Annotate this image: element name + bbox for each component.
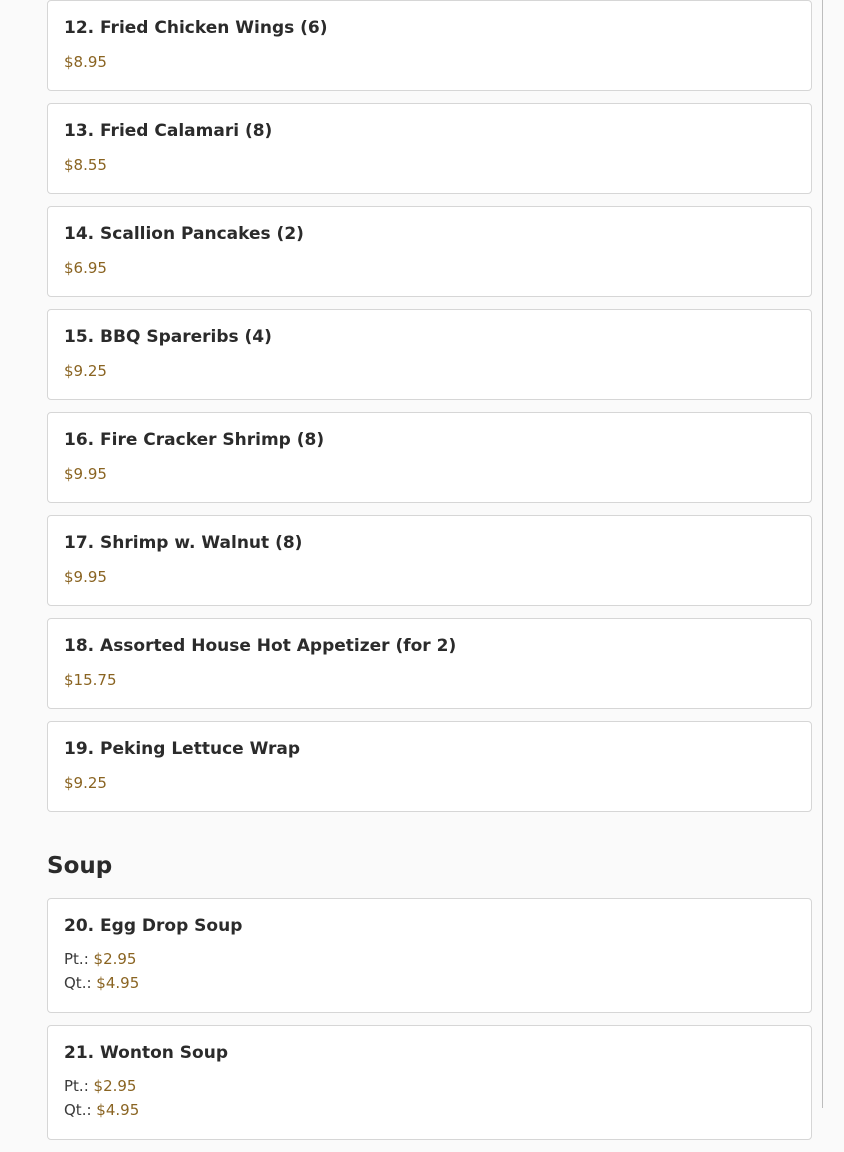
menu-item-name: 14. Scallion Pancakes (2): [64, 224, 304, 244]
menu-item-price: $8.95: [64, 53, 107, 71]
menu-item-name: 20. Egg Drop Soup: [64, 916, 243, 936]
menu-item-name: 18. Assorted House Hot Appetizer (for 2): [64, 636, 457, 656]
menu-item-card[interactable]: [47, 0, 812, 91]
pint-price: $2.95: [93, 950, 137, 968]
size-price-list: [64, 947, 795, 995]
menu-item-card[interactable]: [47, 515, 812, 606]
section-title-soup: Soup: [47, 853, 113, 879]
menu-item-price: $9.25: [64, 362, 107, 380]
quart-price-line: [64, 1098, 795, 1122]
menu-item-card[interactable]: [47, 206, 812, 297]
quart-price: $4.95: [96, 974, 140, 992]
menu-item-price: $15.75: [64, 671, 117, 689]
menu-item-price: $8.55: [64, 156, 107, 174]
pint-price-line: [64, 1074, 795, 1098]
menu-item-card[interactable]: [47, 412, 812, 503]
menu-item-price: $9.95: [64, 568, 107, 586]
menu-item-name: 13. Fried Calamari (8): [64, 121, 273, 141]
quart-label: Qt.:: [64, 1101, 92, 1119]
menu-item-price: $9.95: [64, 465, 107, 483]
menu-item-name: 17. Shrimp w. Walnut (8): [64, 533, 303, 553]
menu-item-card[interactable]: [47, 1025, 812, 1140]
menu-item-price: $6.95: [64, 259, 107, 277]
pint-price: $2.95: [93, 1077, 137, 1095]
pint-label: Pt.:: [64, 1077, 89, 1095]
page-right-border: [822, 0, 823, 1108]
pint-label: Pt.:: [64, 950, 89, 968]
menu-item-card[interactable]: [47, 898, 812, 1013]
size-price-list: [64, 1074, 795, 1122]
quart-price: $4.95: [96, 1101, 140, 1119]
menu-item-name: 19. Peking Lettuce Wrap: [64, 739, 301, 759]
menu-list: [47, 0, 812, 1152]
menu-item-name: 12. Fried Chicken Wings (6): [64, 18, 328, 38]
menu-item-name: 15. BBQ Spareribs (4): [64, 327, 272, 347]
quart-price-line: [64, 971, 795, 995]
menu-item-card[interactable]: [47, 309, 812, 400]
menu-item-name: 21. Wonton Soup: [64, 1043, 228, 1063]
quart-label: Qt.:: [64, 974, 92, 992]
menu-item-card[interactable]: [47, 721, 812, 812]
menu-item-card[interactable]: [47, 103, 812, 194]
menu-item-name: 16. Fire Cracker Shrimp (8): [64, 430, 325, 450]
pint-price-line: [64, 947, 795, 971]
menu-item-price: $9.25: [64, 774, 107, 792]
menu-item-card[interactable]: [47, 618, 812, 709]
